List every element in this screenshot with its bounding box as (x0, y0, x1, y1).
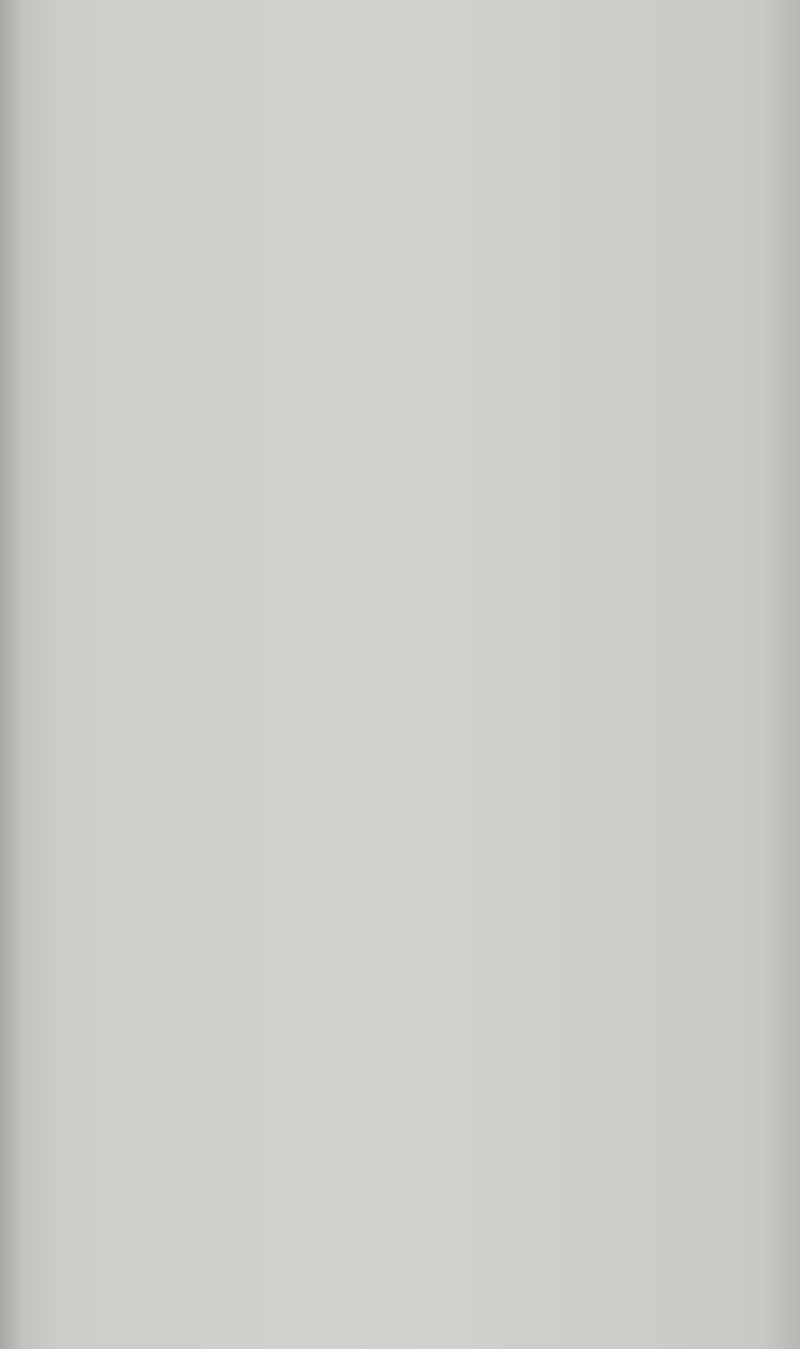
page-footer (72, 1222, 632, 1252)
running-head (46, 58, 682, 90)
